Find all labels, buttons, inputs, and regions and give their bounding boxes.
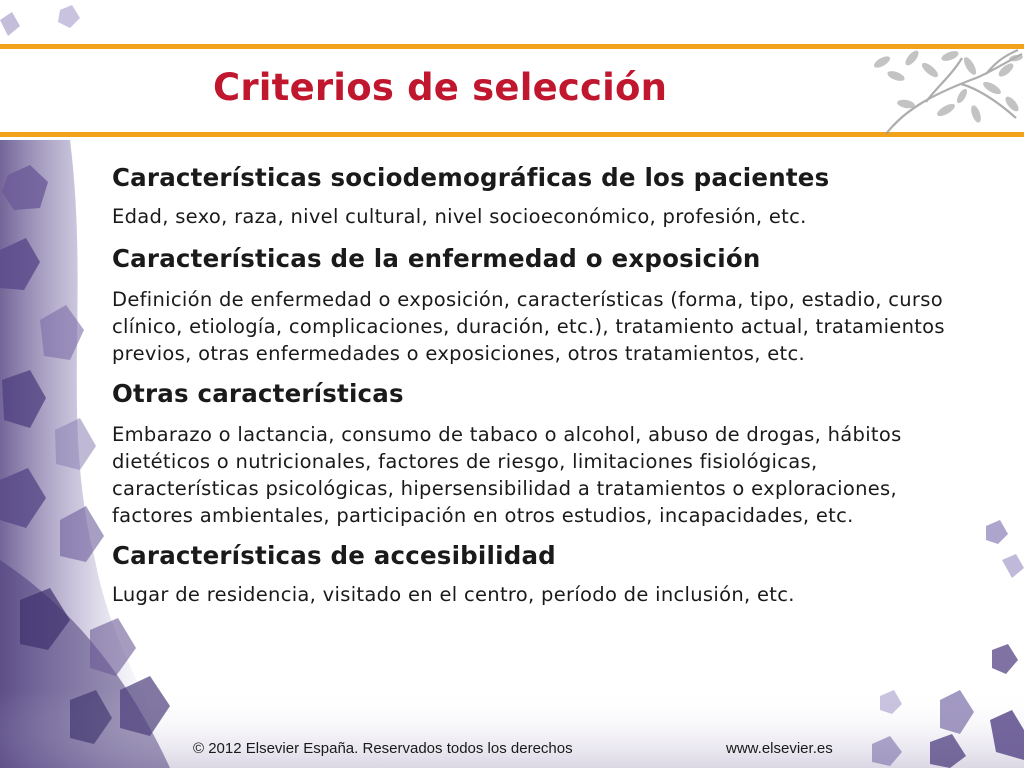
section-body: Embarazo o lactancia, consumo de tabaco o alcohol, abuso de drogas, hábitos dietéticos o nutricionales, factores de riesgo, limitaciones fisiológicas, características psicológicas, hipersensibilidad a tratamientos o exploraciones, factores ambientales, participación en otros estudios, incapacidades, etc. <box>112 423 902 527</box>
section-body: Definición de enfermedad o exposición, características (forma, tipo, estadio, curso clínico, etiología, complicaciones, duración, etc.), tratamiento actual, tratamientos previos, otras enfermedades o exposiciones, otros tratamientos, etc. <box>112 288 945 365</box>
website-link[interactable]: www.elsevier.es <box>726 740 833 757</box>
copyright-notice: © 2012 Elsevier España. Reservados todos los derechos <box>193 740 573 757</box>
section-body: Edad, sexo, raza, nivel cultural, nivel socioeconómico, profesión, etc. <box>112 205 807 228</box>
section-heading: Otras características <box>112 379 404 408</box>
section-other <box>112 377 962 529</box>
section-sociodemographic <box>112 161 962 230</box>
tree-branch-illustration <box>866 48 1024 136</box>
section-body: Lugar de residencia, visitado en el centro, período de inclusión, etc. <box>112 583 795 606</box>
section-disease-exposure <box>112 242 962 367</box>
section-heading: Características de accesibilidad <box>112 541 556 570</box>
section-heading: Características de la enfermedad o exposición <box>112 244 761 273</box>
section-accessibility <box>112 539 962 608</box>
section-heading: Características sociodemográficas de los pacientes <box>112 163 830 192</box>
slide-title: Criterios de selección <box>213 66 668 109</box>
content-area <box>112 161 962 608</box>
